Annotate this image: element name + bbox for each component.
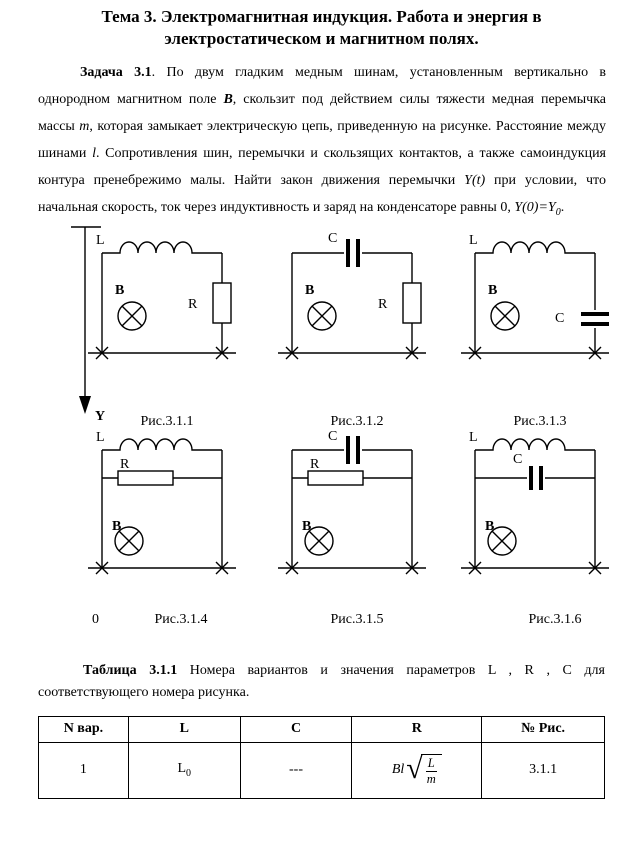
inductor-icon [102, 242, 222, 253]
field-into-page-icon [491, 302, 519, 330]
inductor-icon [475, 439, 595, 450]
field-into-page-icon [308, 302, 336, 330]
cell-L [128, 742, 240, 798]
resistor-label: R [188, 296, 198, 312]
cell-fig: 3.1.1 [482, 742, 605, 798]
figure-caption-2: Рис.3.1.2 [330, 413, 384, 429]
resistor-label: R [378, 296, 388, 312]
mass-symbol-inline: m [79, 119, 90, 134]
circuit-figure-2 [272, 228, 442, 378]
table-row [39, 742, 605, 798]
resistor-icon [213, 283, 231, 323]
capacitor-icon [581, 314, 609, 324]
field-label: B [302, 518, 312, 534]
field-into-page-icon [305, 527, 333, 555]
table-header-row [39, 716, 605, 742]
capacitor-label: C [328, 428, 338, 444]
length-symbol-inline: l [92, 146, 96, 161]
inductor-icon [102, 439, 222, 450]
fraction [421, 754, 442, 787]
inductor-label: L [96, 429, 105, 445]
variants-table [38, 716, 605, 799]
figure-caption-1: Рис.3.1.1 [140, 413, 194, 429]
problem-text-cond: при условии, что начальная скорость, ток через индуктивность и заряд на конденсаторе равны 0, [38, 173, 606, 215]
cell-variant: 1 [39, 742, 129, 798]
capacitor-label: C [513, 451, 523, 467]
sqrt-icon: √ [406, 752, 423, 786]
problem-text-mass: , скользит под действием силы тяжести медная перемычка массы [38, 92, 606, 134]
field-symbol-inline: В [223, 92, 233, 107]
table-caption-text: Номера вариантов и значения параметров L , R , С для соответствующего номера рисунка. [38, 662, 605, 700]
field-label: B [112, 518, 122, 534]
inductor-label: L [96, 232, 105, 248]
cell-C: --- [240, 742, 352, 798]
L-symbol: L [177, 761, 187, 777]
circuit-figure-3 [455, 228, 625, 378]
field-label: B [115, 282, 125, 298]
problem-text-resist: . Сопротивления шин, перемычки и скользящих контактов, а также самоиндукция контура пренебрежимо малы. Найти закон движения перемычки [38, 146, 606, 188]
fraction-denominator: m [426, 771, 436, 786]
header-fig: № Рис. [482, 716, 605, 742]
problem-statement [38, 59, 606, 226]
header-L: L [128, 716, 240, 742]
y0-symbol-inline: Y(0)=Y [514, 200, 556, 215]
capacitor-label: C [328, 230, 338, 246]
field-label: B [488, 282, 498, 298]
axis-label: Y [95, 408, 106, 424]
formula-prefix: Bl [391, 762, 405, 778]
circuit-figure-1 [82, 228, 252, 378]
problem-text-intro: . По двум гладким медным шинам, установленным вертикально в однородном магнитном поле [38, 65, 607, 107]
field-label: B [305, 282, 315, 298]
figures-area [0, 228, 643, 640]
problem-text-circuit: , которая замыкает электрическую цепь, приведенную на рисунке. Расстояние между шинами [38, 119, 606, 161]
inductor-label: L [469, 429, 478, 445]
resistor-icon [118, 471, 173, 485]
resistor-icon [403, 283, 421, 323]
circuit-figure-4 [82, 428, 252, 580]
table-caption [38, 660, 605, 704]
y0-subscript: 0 [555, 206, 561, 218]
field-into-page-icon [115, 527, 143, 555]
capacitor-label: C [555, 310, 565, 326]
field-label: B [485, 518, 495, 534]
axis-origin-label: 0 [92, 611, 99, 627]
figure-caption-4: Рис.3.1.4 [154, 611, 208, 627]
L-subscript: 0 [186, 768, 192, 780]
capacitor-icon [348, 239, 358, 267]
table-caption-label: Таблица 3.1.1 [83, 662, 178, 678]
resistor-label: R [120, 456, 130, 472]
capacitor-icon [348, 436, 358, 464]
axis-arrowhead-icon [79, 396, 91, 414]
circuit-figure-5 [272, 428, 442, 580]
field-into-page-icon [118, 302, 146, 330]
problem-text-period: . [560, 200, 565, 215]
field-into-page-icon [488, 527, 516, 555]
R-formula [392, 754, 442, 787]
figure-caption-3: Рис.3.1.3 [513, 413, 567, 429]
header-C: C [240, 716, 352, 742]
resistor-icon [308, 471, 363, 485]
fraction-numerator: L [427, 755, 435, 770]
header-variant: N вар. [39, 716, 129, 742]
problem-label: Задача 3.1 [80, 65, 152, 80]
page-title [0, 6, 643, 50]
capacitor-icon [531, 466, 541, 490]
circuit-figure-6 [455, 428, 625, 580]
header-R: R [352, 716, 482, 742]
page-title-line2: электростатическом и магнитном полях. [164, 29, 479, 48]
page-title-line1: Тема 3. Электромагнитная индукция. Работа и энергия в [101, 7, 542, 26]
inductor-icon [475, 242, 595, 253]
inductor-label: L [469, 232, 478, 248]
figure-caption-6: Рис.3.1.6 [528, 611, 582, 627]
figure-caption-5: Рис.3.1.5 [330, 611, 384, 627]
cell-R [352, 742, 482, 798]
yt-symbol-inline: Y(t) [464, 173, 486, 188]
resistor-label: R [310, 456, 320, 472]
